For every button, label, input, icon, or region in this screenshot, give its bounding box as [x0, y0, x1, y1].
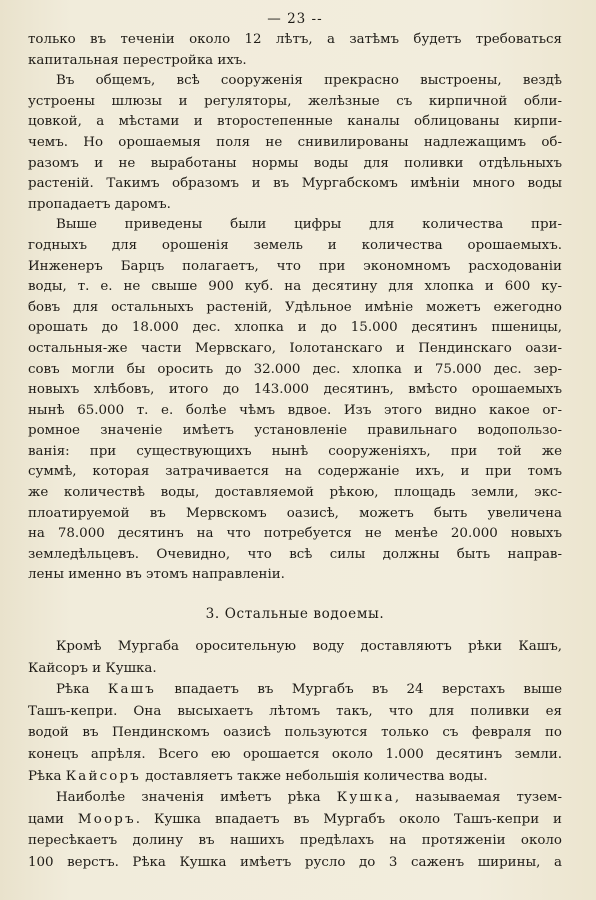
river-name-moor: Мооръ — [77, 811, 136, 827]
text-segment: . Кушка впадаетъ въ Мургабъ около Ташъ-кепри и — [135, 811, 562, 827]
text-line: годныхъ для орошенія земель и количества орошаемыхъ. — [28, 237, 562, 253]
text-line: 100 верстъ. Рѣка Кушка имѣетъ русло до 3 саженъ ширины, а — [28, 854, 562, 870]
text-line: водой въ Пендинскомъ оазисѣ пользуются только съ февраля по — [28, 725, 562, 741]
text-line: ромное значеніе имѣетъ установленіе правильнаго водопользо- — [28, 423, 562, 439]
text-line — [28, 679, 562, 701]
text-segment: впадаетъ въ Мургабъ въ 24 верстахъ выше — [156, 682, 562, 698]
text-line: чемъ. Но орошаемыя поля не снивилированы надлежащимъ об- — [28, 134, 562, 150]
paragraph-structures — [28, 71, 562, 215]
river-name-kaysor: Кайсоръ — [65, 768, 142, 784]
text-line: устроены шлюзы и регуляторы, желѣзные съ кирпичной обли- — [28, 93, 562, 109]
paragraph-kash-river — [28, 679, 562, 787]
text-segment: доставляетъ также небольшія количества воды. — [141, 768, 488, 784]
text-line: конецъ апрѣля. Всего ею орошается около 1.000 десятинъ земли. — [28, 747, 562, 762]
text-line: растеній. Такимъ образомъ и въ Мургабскомъ имѣніи много воды — [28, 176, 562, 192]
text-line: ванія: при существующихъ нынѣ сооруженіяхъ, при той же — [28, 443, 562, 459]
text-line — [28, 809, 562, 831]
text-line: лены именно въ этомъ направленіи. — [28, 567, 285, 583]
text-line: капитальная перестройка ихъ. — [28, 52, 247, 68]
text-line: на 78.000 десятинъ на что потребуется не менѣе 20.000 новыхъ — [28, 526, 562, 542]
text-line: воды, т. е. не свыше 900 куб. на десятину для хлопка и 600 ку- — [28, 279, 562, 295]
river-name-kushka: Кушка — [336, 790, 395, 806]
paragraph-kushka-river — [28, 787, 562, 873]
text-line: орошать до 18.000 дес. хлопка и до 15.000 десятинъ пшеницы, — [28, 320, 562, 336]
text-line: Кромѣ Мургаба оросительную воду доставляютъ рѣки Кашъ, — [56, 639, 562, 655]
paragraph-continuation — [28, 30, 562, 71]
text-line: пропадаетъ даромъ. — [28, 196, 171, 212]
text-line: Выше приведены были цифры для количества при- — [56, 217, 562, 233]
river-name-kash: Кашъ — [107, 682, 156, 698]
text-line: плоатируемой въ Мервскомъ оазисѣ, можетъ быть увеличена — [28, 505, 562, 521]
paragraph-barts-estimate — [28, 215, 562, 586]
text-line: цовкой, а мѣстами и второстепенные каналы облицованы кирпи- — [28, 114, 562, 130]
text-line: новыхъ хлѣбовъ, итого до 143.000 десятинъ, вмѣсто орошаемыхъ — [28, 382, 562, 398]
text-line: Въ общемъ, всѣ сооруженія прекрасно выстроены, вездѣ — [56, 73, 562, 89]
text-line: Ташъ-кепри. Она высыхаетъ лѣтомъ такъ, что для поливки ея — [28, 703, 562, 719]
text-line: остальныя-же части Мервскаго, Іолотанскаго и Пендинскаго оази- — [28, 340, 562, 356]
paragraph-rivers-intro — [28, 636, 562, 679]
text-line: земледѣльцевъ. Очевидно, что всѣ силы должны быть направ- — [28, 546, 562, 562]
text-line: же количествѣ воды, доставляемой рѣкою, площадь земли, экс- — [28, 485, 562, 501]
text-segment: Рѣка — [56, 682, 108, 698]
text-segment: Рѣка — [28, 768, 66, 784]
text-segment: цами — [28, 811, 78, 827]
text-line: пересѣкаетъ долину въ нашихъ предѣлахъ на протяженіи около — [28, 833, 562, 849]
text-line — [28, 787, 562, 809]
text-line: Кайсоръ и Кушка. — [28, 660, 157, 676]
text-line: бовъ для остальныхъ растеній, Удѣльное имѣніе можетъ ежегодно — [28, 299, 562, 315]
text-segment: , называемая тузем- — [394, 790, 562, 806]
section-heading: 3. Остальные водоемы. — [205, 606, 385, 623]
text-line: Инженеръ Барцъ полагаетъ, что при экономномъ расходованіи — [28, 258, 562, 274]
text-line: совъ могли бы оросить до 32.000 дес. хлопка и 75.000 дес. зер- — [28, 361, 562, 377]
page-number: — 23 -- — [267, 11, 323, 27]
text-line: только въ теченіи около 12 лѣтъ, а затѣмъ будетъ требоваться — [28, 32, 562, 47]
text-line: нынѣ 65.000 т. е. болѣе чѣмъ вдвое. Изъ этого видно какое ог- — [28, 402, 562, 418]
text-line — [28, 766, 562, 788]
text-line: суммѣ, которая затрачивается на содержаніе ихъ, и при томъ — [28, 464, 562, 480]
text-segment: Наиболѣе значенія имѣетъ рѣка — [56, 790, 337, 806]
text-line: разомъ и не выработаны нормы воды для поливки отдѣльныхъ — [28, 155, 562, 171]
